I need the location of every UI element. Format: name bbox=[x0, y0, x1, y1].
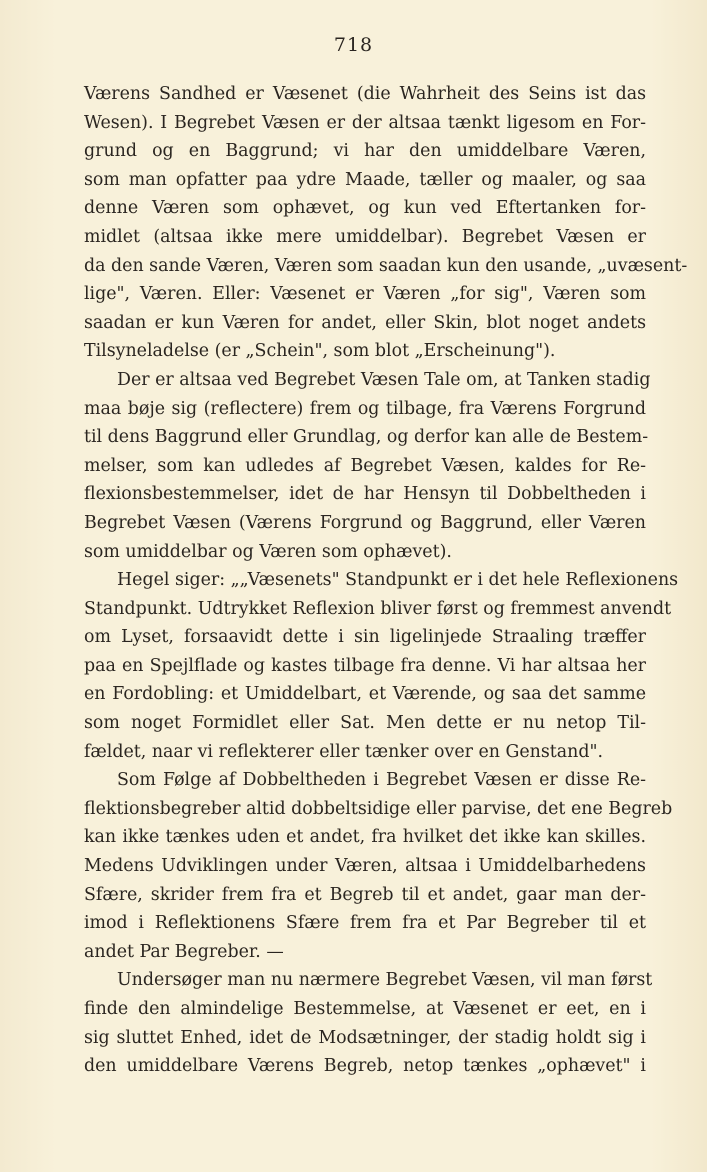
text-line: Wesen). I Begrebet Væsen er der altsaa tænkt ligesom en For- bbox=[84, 112, 646, 133]
text-line: om Lyset, forsaavidt dette i sin ligelinjede Straaling træffer bbox=[84, 627, 646, 648]
text-line: Tilsyneladelse (er „Schein", som blot „Erscheinung"). bbox=[84, 341, 556, 362]
text-line: Sfære, skrider frem fra et Begreb til et andet, gaar man der- bbox=[84, 884, 646, 905]
page-number: 718 bbox=[333, 34, 374, 56]
text-line: saadan er kun Væren for andet, eller Skin, blot noget andets bbox=[84, 312, 646, 333]
text-line: Som Følge af Dobbeltheden i Begrebet Væsen er disse Re- bbox=[117, 770, 646, 791]
text-line: Der er altsaa ved Begrebet Væsen Tale om, at Tanken stadig bbox=[117, 369, 651, 390]
text-line: Standpunkt. Udtrykket Reflexion bliver først og fremmest anvendt bbox=[84, 598, 672, 619]
text-line: finde den almindelige Bestemmelse, at Væsenet er eet, en i bbox=[84, 999, 646, 1019]
text-line: denne Væren som ophævet, og kun ved Eftertanken for- bbox=[84, 198, 646, 219]
text-line: Begrebet Væsen (Værens Forgrund og Baggrund, eller Væren bbox=[84, 512, 646, 533]
text-line: andet Par Begreber. — bbox=[84, 941, 284, 962]
text-line: Undersøger man nu nærmere Begrebet Væsen, vil man først bbox=[117, 970, 653, 991]
text-line: som man opfatter paa ydre Maade, tæller og maaler, og saa bbox=[84, 169, 646, 190]
text-line: Værens Sandhed er Væsenet (die Wahrheit des Seins ist das bbox=[84, 84, 646, 104]
text-line: flektionsbegreber altid dobbeltsidige eller parvise, det ene Begreb bbox=[84, 798, 673, 819]
text-line: paa en Spejlflade og kastes tilbage fra denne. Vi har altsaa her bbox=[84, 655, 646, 676]
text-line: som umiddelbar og Væren som ophævet). bbox=[84, 541, 452, 562]
body-text bbox=[84, 80, 688, 1081]
text-line: midlet (altsaa ikke mere umiddelbar). Begrebet Væsen er bbox=[84, 226, 646, 247]
text-line: sig sluttet Enhed, idet de Modsætninger, der stadig holdt sig i bbox=[84, 1027, 646, 1048]
text-line: den umiddelbare Værens Begreb, netop tænkes „ophævet" i bbox=[84, 1056, 646, 1077]
text-line: maa bøje sig (reflectere) frem og tilbage, fra Værens Forgrund bbox=[84, 398, 646, 419]
text-line: en Fordobling: et Umiddelbart, et Værende, og saa det samme bbox=[84, 684, 646, 705]
text-line: som noget Formidlet eller Sat. Men dette er nu netop Til- bbox=[84, 713, 646, 734]
text-line: imod i Reflektionens Sfære frem fra et Par Begreber til et bbox=[84, 913, 646, 934]
text-line: melser, som kan udledes af Begrebet Væsen, kaldes for Re- bbox=[84, 455, 646, 476]
text-line: kan ikke tænkes uden et andet, fra hvilket det ikke kan skilles. bbox=[84, 827, 646, 848]
text-line: da den sande Væren, Væren som saadan kun den usande, „uvæsent- bbox=[84, 255, 688, 276]
text-line: lige", Væren. Eller: Væsenet er Væren „for sig", Væren som bbox=[84, 284, 646, 305]
text-line: grund og en Baggrund; vi har den umiddelbare Væren, bbox=[84, 141, 646, 162]
text-line: fældet, naar vi reflekterer eller tænker over en Genstand". bbox=[84, 741, 603, 762]
text-line: til dens Baggrund eller Grundlag, og derfor kan alle de Bestem- bbox=[84, 427, 649, 448]
text-line: Hegel siger: „„Væsenets" Standpunkt er i det hele Reflexionens bbox=[117, 570, 679, 591]
text-line: Medens Udviklingen under Væren, altsaa i Umiddelbarhedens bbox=[84, 856, 646, 877]
text-line: flexionsbestemmelser, idet de har Hensyn til Dobbeltheden i bbox=[84, 484, 646, 505]
